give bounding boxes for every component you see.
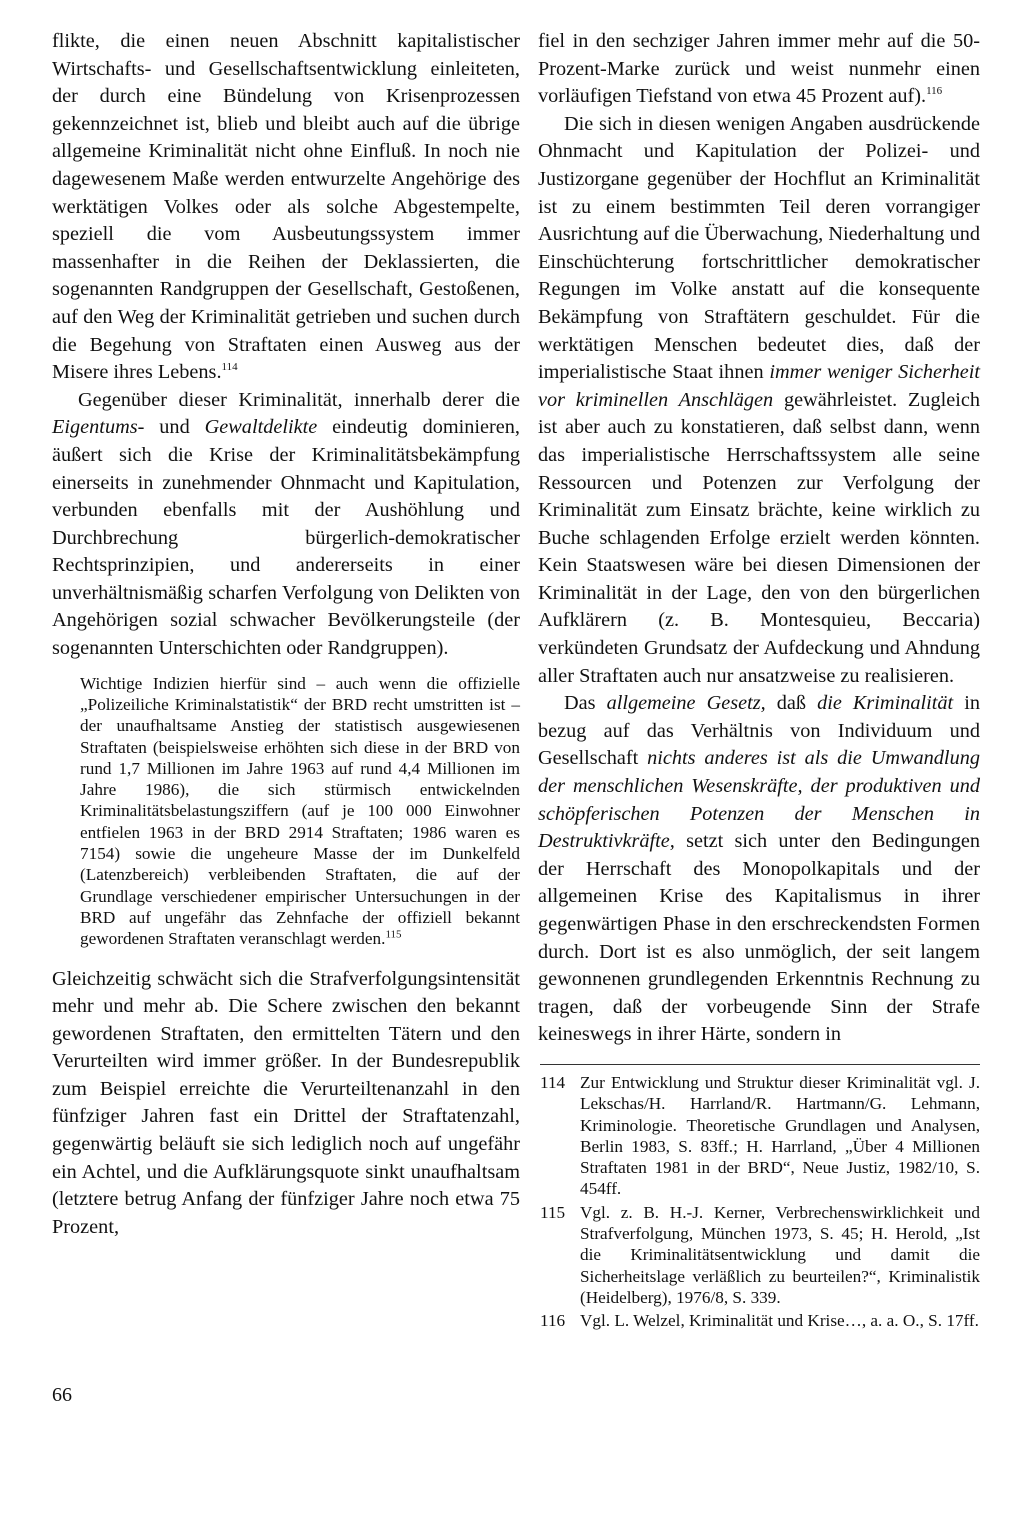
emphasis: Eigentums- [52, 416, 145, 439]
paragraph [538, 111, 980, 690]
footnote-text: Zur Entwicklung und Struktur dieser Kriminalität vgl. J. Lekschas/H. Harrland/R. Hartmann/G. Lehmann, Kriminologie. Theoretische Grundlagen und Analysen, Berlin 1983, S. 83ff.; H. Harrland, „Über 4 Millionen Straftaten 1981 in der BRD“, Neue Justiz, 1982/10, S. 454ff. [580, 1073, 980, 1199]
paragraph [538, 28, 980, 111]
paragraph [52, 387, 520, 663]
left-column [52, 28, 520, 1241]
emphasis: Gewaltdelikte [204, 416, 318, 439]
paragraph [80, 673, 520, 950]
paragraph [52, 966, 520, 1242]
paragraph-text: in bezug auf das Verhältnis von Individuum und Gesellschaft [538, 692, 980, 770]
footnote-number: 114 [540, 1073, 566, 1092]
footnote [540, 1202, 980, 1308]
footnote-ref[interactable]: 116 [926, 85, 943, 98]
paragraph-text: eindeutig dominieren, äußert sich die Krise der Kriminalitätsbekämpfung einerseits in zunehmender Ohnmacht und Kapitulation, verbunden ebenfalls mit der Aushöhlung und Durchbrechung bürgerlich-demokratischer Rechtsprinzipien, und andererseits in einer unverhältnismäßig scharfen Verfolgung von Delikten von Angehörigen sozial schwacher Bevölkerungsteile (der sogenannten Unterschichten oder Randgruppen). [52, 416, 520, 660]
footnote-number: 115 [540, 1202, 566, 1222]
footnote-ref[interactable]: 114 [221, 361, 238, 374]
paragraph-text: setzt sich unter den Bedingungen der Herrschaft des Monopolkapitals und der allgemeinen Krise des Kapitalismus in ihrer gegenwärtigen Phase in den erschreckendsten Formen durch. Dort ist es also unmöglich, der seit langem gewonnenen grundlegenden Erkenntnis Rechnung zu tragen, daß der vorbeugende Sinn der Strafe keineswegs in ihrer Härte, sondern in [538, 830, 980, 1046]
footnotes [540, 1072, 980, 1334]
footnote [540, 1310, 980, 1331]
footnote-text: Vgl. z. B. H.-J. Kerner, Verbrechenswirklichkeit und Strafverfolgung, München 1973, S. 45; H. Herold, „Ist die Kriminalitätsentwicklung und damit die Sicherheitslage verläßlich zu beurteilen?“, Kriminalistik (Heidelberg), 1976/8, S. 339. [580, 1202, 980, 1307]
paragraph-text: daß [765, 692, 818, 715]
paragraph-text: flikte, die einen neuen Abschnitt kapitalistischer Wirtschafts- und Gesellschaftsentwicklung einleiteten, der durch eine Bündelung von Krisenprozessen gekennzeichnet ist, blieb und bleibt auch auf die übrige allgemeine Kriminalität nicht ohne Einfluß. In noch nie dagewesenem Maße werden entwurzelte Angehörige des werktätigen Volkes oder als solche Abgestempelte, speziell die vom Ausbeutungssystem immer massenhafter in die Reihen der Deklassierten, die sogenannten Randgruppen der Gesellschaft, Gestoßenen, auf den Weg der Kriminalität getrieben und suchen durch die Begehung von Straftaten einen Ausweg aus der Misere ihres Lebens. [52, 30, 520, 384]
paragraph-text: gewährleistet. Zugleich ist aber auch zu konstatieren, daß selbst dann, wenn das imperialistische Herrschaftssystem alle seine Ressourcen und Potenzen zur Verfolgung der Kriminalität zum Einsatz brächte, keine wirklich zu Buche schlagenden Erfolge erzielt werden könnten. Kein Staatswesen wäre bei diesen Dimensionen der Kriminalität in der Lage, den von den bürgerlichen Aufklärern (z. B. Montesquieu, Beccaria) verkündeten Grundsatz der Aufdeckung und Ahndung aller Straftaten auch nur ansatzweise zu realisieren. [538, 388, 980, 687]
right-column [538, 28, 980, 1049]
small-print-block [80, 673, 520, 950]
footnote [540, 1072, 980, 1200]
footnote-divider [540, 1064, 980, 1065]
emphasis: immer weniger Sicherheit vor kriminellen Anschlägen [538, 361, 980, 411]
footnote-number: 116 [540, 1311, 566, 1331]
paragraph-text: Die sich in diesen wenigen Angaben ausdrückende Ohnmacht und Kapitulation der Polizei- und Justizorgane gegenüber der Hochflut an Kriminalität ist zu einem bestimmten Teil deren vorrangiger Ausrichtung auf die Überwachung, Niederhaltung und Einschüchterung fortschrittlicher demokratischer Regungen im Volke anstatt auf die konsequente Bekämpfung von Straftätern geschuldet. Für die werktätigen Menschen bedeutet dies, daß der imperialistische Staat ihnen [538, 112, 980, 384]
paragraph [52, 28, 520, 387]
emphasis: nichts anderes ist als die Umwandlung der menschlichen Wesenskräfte, der produktiven und schöpferischen Potenzen der Menschen in Destruktivkräfte, [538, 747, 980, 853]
footnote-text: Vgl. L. Welzel, Kriminalität und Krise…, a. a. O., S. 17ff. [580, 1311, 979, 1331]
paragraph-text: Das [564, 692, 607, 715]
paragraph [538, 690, 980, 1049]
paragraph-text: Wichtige Indizien hierfür sind – auch wenn die offizielle „Polizeiliche Kriminalstatistik“ der BRD recht umstritten ist – der unaufhaltsame Anstieg der statistisch ausgewiesenen Straftaten (beispielsweise erhöhten sich diese in der BRD von rund 1,7 Millionen im Jahre 1963 auf rund 4,4 Millionen im Jahre 1986), die sich stürmisch entwickelnden Kriminalitätsbelastungsziffern (auf je 100 000 Einwohner entfielen 1963 in der BRD 2914 Straftaten; 1986 waren es 7154) sowie die ungeheure Masse der im Dunkelfeld (Latenzbereich) verbleibenden Straftaten, die auf der Grundlage verschiedener empirischer Untersuchungen in der BRD auf ungefähr das Zehnfache der offiziell bekannt gewordenen Straftaten veranschlagt werden. [80, 673, 520, 949]
paragraph-text: und [144, 416, 205, 439]
page-number: 66 [52, 1384, 72, 1406]
emphasis: die Kriminalität [817, 692, 954, 715]
emphasis: allgemeine Gesetz, [606, 692, 766, 715]
footnote-ref[interactable]: 115 [385, 928, 402, 941]
paragraph-text: Gleichzeitig schwächt sich die Strafverfolgungsintensität mehr und mehr ab. Die Schere zwischen den bekannt gewordenen Straftaten, den ermittelten Tätern und den Verurteilten wird immer größer. In der Bundesrepublik zum Beispiel erreichte die Verurteiltenanzahl in den fünfziger Jahren fast ein Drittel der Straftatenzahl, gegenwärtig beläuft sie sich lediglich noch auf ungefähr ein Achtel, und die Aufklärungsquote sinkt unaufhaltsam (letztere betrug Anfang der fünfziger Jahre noch etwa 75 Prozent, [52, 967, 520, 1238]
paragraph-text: Gegenüber dieser Kriminalität, innerhalb derer die [78, 388, 520, 411]
paragraph-text: fiel in den sechziger Jahren immer mehr auf die 50-Prozent-Marke zurück und weist nunmehr einen vorläufigen Tiefstand von etwa 45 Prozent auf). [538, 30, 980, 108]
